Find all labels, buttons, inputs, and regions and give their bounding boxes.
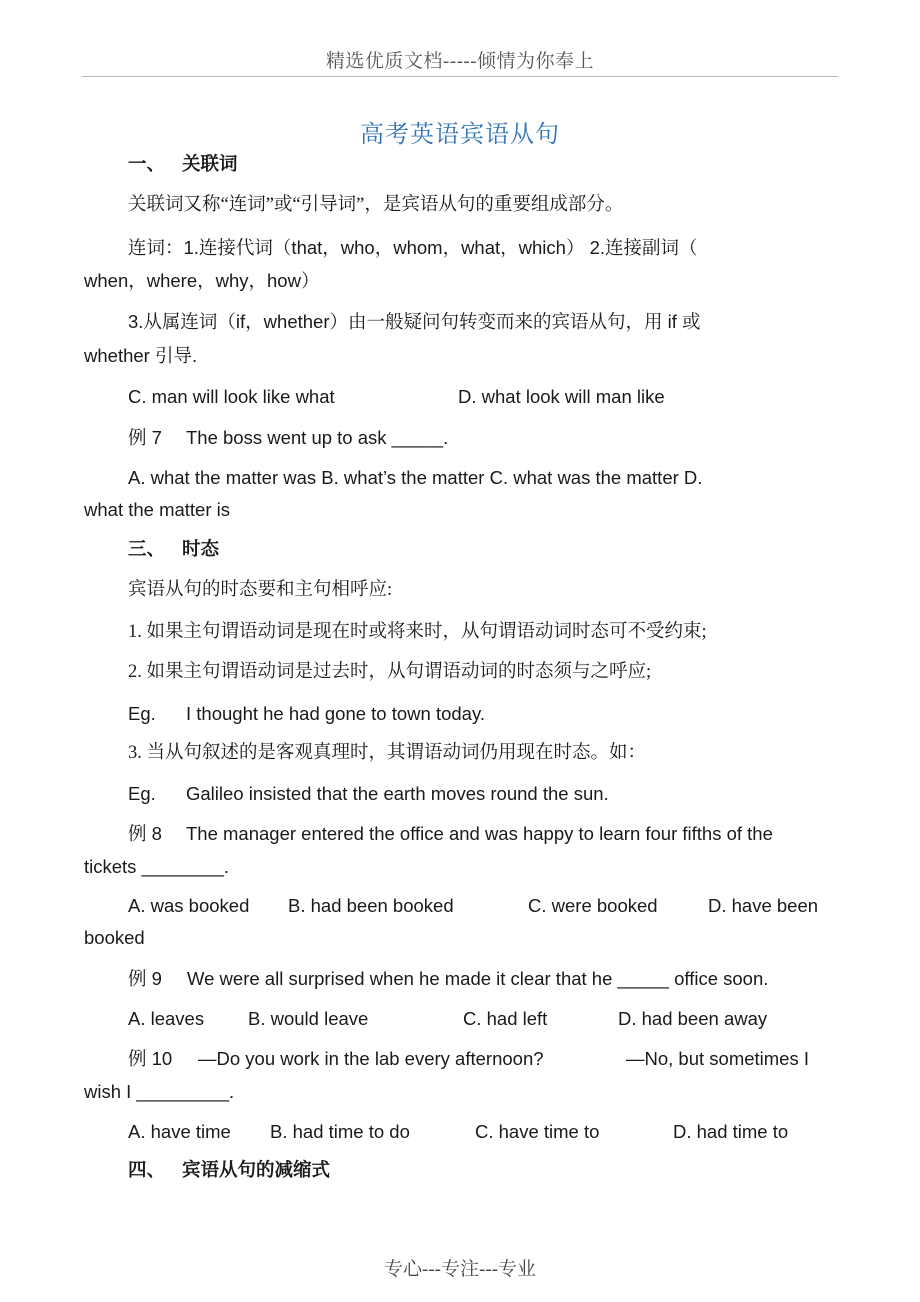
example-10-option-a: A. have time [128,1121,231,1142]
example-8-option-a: A. was booked [128,895,250,916]
example-8-option-c: C. were booked [528,895,658,916]
example-6-option-d: D. what look will man like [458,386,665,407]
example-9-option-a: A. leaves [128,1008,205,1029]
example-7-options-line-1: A. what the matter was B. what’s the matter C. what was the matter D. [128,467,703,488]
header-divider [82,76,838,77]
example-9-option-b: B. would leave [248,1008,369,1029]
example-9-label: 例 9 [128,968,162,989]
example-7-options-line-2: what the matter is [84,499,231,520]
example-7-label: 例 7 [128,427,162,448]
example-1-label: Eg. [128,703,156,724]
section-4-number: 四、 [128,1161,166,1181]
section-1-intro: 关联词又称“连词”或“引导词”，是宾语从句的重要组成部分。 [128,195,624,215]
section-3-number: 三、 [128,540,166,560]
example-8-option-d-continued: booked [84,927,145,948]
example-9-option-c: C. had left [463,1008,548,1029]
section-4-heading: 宾语从句的减缩式 [182,1161,331,1181]
example-8-question-line-1: The manager entered the office and was happy to learn four fifths of the [186,823,773,844]
subordinate-conjunctions-line-2: whether 引导. [84,345,198,366]
conjunctions-line-2: when，where，why，how） [84,270,320,291]
example-1-text: I thought he had gone to town today. [186,703,485,724]
document-title: 高考英语宾语从句 [360,122,560,148]
example-8-option-b: B. had been booked [288,895,454,916]
example-8-option-d: D. have been [708,895,819,916]
conjunctions-line-1: 连词：1.连接代词（that，who，whom，what，which） 2.连接副词（ [128,237,698,258]
section-1-number: 一、 [128,155,166,175]
example-9-option-d: D. had been away [618,1008,768,1029]
tense-rule-2: 2. 如果主句谓语动词是过去时，从句谓语动词的时态须与之呼应; [128,662,652,682]
example-2-text: Galileo insisted that the earth moves round the sun. [186,783,609,804]
example-10-label: 例 10 [128,1048,173,1069]
example-9-question: We were all surprised when he made it clear that he _____ office soon. [187,968,769,989]
page-header: 精选优质文档-----倾情为你奉上 [325,51,595,72]
tense-rule-1: 1. 如果主句谓语动词是现在时或将来时，从句谓语动词时态可不受约束; [128,622,707,642]
example-10-question-line-2: wish I _________. [84,1081,235,1102]
example-10-option-d: D. had time to [673,1121,789,1142]
example-10-question-a: —Do you work in the lab every afternoon? [198,1048,544,1069]
subordinate-conjunctions-line-1: 3.从属连词（if，whether）由一般疑问句转变而来的宾语从句，用 if 或 [128,311,701,332]
section-3-intro: 宾语从句的时态要和主句相呼应: [128,580,393,600]
example-7-question: The boss went up to ask _____. [186,427,449,448]
section-1-heading: 关联词 [182,155,238,175]
page-footer: 专心---专注---专业 [384,1259,536,1280]
example-10-question-b: —No, but sometimes I [626,1048,810,1069]
example-2-label: Eg. [128,783,156,804]
example-6-option-c: C. man will look like what [128,386,335,407]
example-8-question-line-2: tickets ________. [84,856,230,877]
example-8-label: 例 8 [128,823,162,844]
example-10-option-c: C. have time to [475,1121,600,1142]
example-10-option-b: B. had time to do [270,1121,410,1142]
section-3-heading: 时态 [182,540,220,560]
tense-rule-3: 3. 当从句叙述的是客观真理时，其谓语动词仍用现在时态。如： [128,743,647,763]
